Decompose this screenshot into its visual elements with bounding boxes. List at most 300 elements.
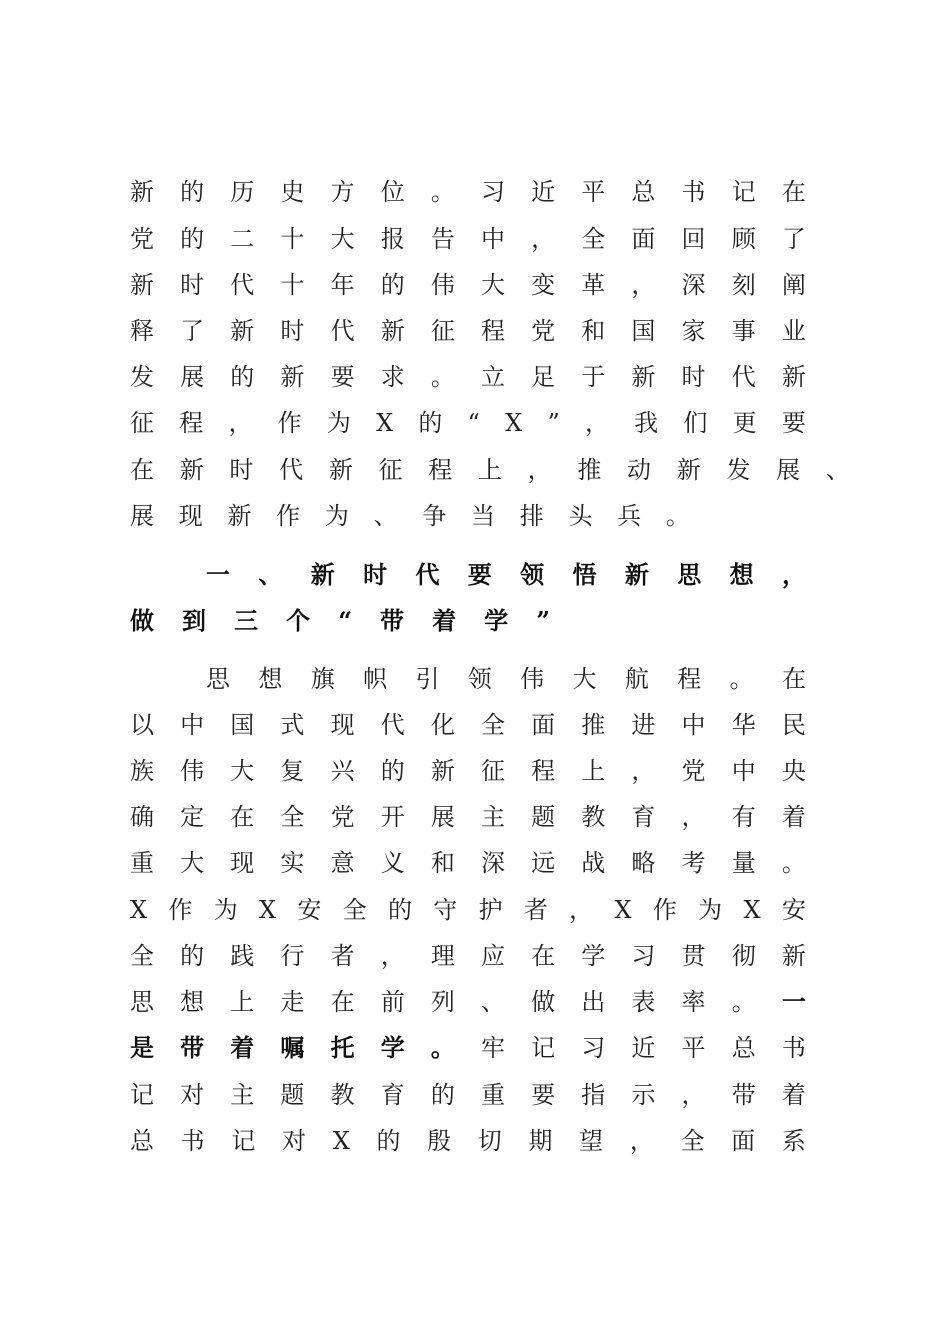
char: 一: [206, 560, 230, 589]
char: 我: [634, 409, 659, 437]
intro-line-8: [130, 493, 690, 539]
char: 学: [380, 1033, 405, 1062]
char: 二: [230, 225, 255, 253]
char: 记: [531, 1034, 556, 1062]
body-line-7: [130, 933, 806, 979]
char: 华: [731, 711, 756, 739]
char: 平: [681, 1034, 706, 1062]
char: 航: [624, 665, 649, 693]
char: 排: [519, 502, 544, 530]
char: 国: [631, 317, 656, 345]
char: 践: [230, 942, 255, 970]
char: 领: [467, 665, 492, 693]
char: 推: [581, 711, 606, 739]
char: 展: [130, 502, 154, 530]
char: 。: [781, 849, 806, 877]
char: 中: [480, 225, 505, 253]
char: 。: [430, 1033, 455, 1062]
char: 位: [380, 178, 405, 206]
char: 新: [280, 363, 305, 391]
char: 想: [258, 665, 283, 693]
char: 着: [432, 606, 457, 635]
char: 兴: [330, 757, 355, 785]
char: 三: [234, 606, 259, 635]
body-line-3: [130, 748, 806, 794]
char: 护: [478, 896, 503, 924]
char: 着: [781, 803, 806, 831]
char: 在: [330, 988, 355, 1016]
char: 发: [726, 456, 751, 484]
char: 新: [380, 317, 405, 345]
char: 代: [330, 317, 355, 345]
char: 族: [130, 757, 154, 785]
char: 前: [380, 988, 405, 1016]
char: 了: [781, 225, 806, 253]
char: 全: [680, 1127, 705, 1155]
char: 育: [631, 803, 656, 831]
char: 党: [130, 225, 154, 253]
char: 现: [230, 849, 255, 877]
section-heading-line-2: [130, 598, 550, 644]
char: 以: [130, 711, 154, 739]
char: 国: [230, 711, 255, 739]
char: 在: [781, 178, 806, 206]
char: 旗: [310, 665, 335, 693]
char: 安: [297, 896, 322, 924]
char: 记: [231, 1127, 256, 1155]
char: ，: [527, 456, 552, 484]
char: “: [467, 409, 480, 437]
char: 大: [572, 665, 597, 693]
body-line-9: [130, 1025, 806, 1071]
char: 平: [581, 178, 606, 206]
char: 带: [380, 606, 405, 635]
char: 开: [380, 803, 405, 831]
char: 应: [480, 942, 505, 970]
char: ，: [380, 942, 405, 970]
char: 中: [681, 711, 706, 739]
char: 程: [480, 317, 505, 345]
char: 书: [681, 178, 706, 206]
char: 率: [681, 988, 706, 1016]
char: ，: [681, 1081, 706, 1109]
char: 悟: [572, 560, 597, 589]
intro-line-6: [130, 400, 806, 446]
char: 央: [781, 757, 806, 785]
char: 复: [280, 757, 305, 785]
char: 大: [480, 271, 505, 299]
intro-line-2: [130, 216, 806, 262]
char: 时: [229, 456, 254, 484]
char: X: [332, 1127, 350, 1155]
char: 时: [681, 363, 706, 391]
char: 殷: [427, 1127, 452, 1155]
char: 表: [631, 988, 656, 1016]
char: 上: [477, 456, 502, 484]
char: 实: [280, 849, 305, 877]
char: 安: [781, 896, 806, 924]
char: 大: [180, 849, 205, 877]
char: 带: [731, 1081, 756, 1109]
char: ，: [228, 409, 253, 437]
char: 在: [130, 456, 154, 484]
char: 新: [631, 363, 656, 391]
char: 书: [180, 1127, 205, 1155]
char: 新: [230, 317, 255, 345]
char: ，: [629, 1127, 654, 1155]
char: 在: [781, 665, 806, 693]
char: 推: [577, 456, 602, 484]
char: 党: [531, 317, 556, 345]
char: 党: [330, 803, 355, 831]
char: 做: [130, 606, 154, 635]
char: 学: [581, 942, 606, 970]
char: 回: [681, 225, 706, 253]
char: 征: [378, 456, 403, 484]
char: 刻: [731, 271, 756, 299]
char: 对: [180, 1081, 205, 1109]
char: 的: [430, 1081, 455, 1109]
char: 史: [280, 178, 305, 206]
char: 上: [230, 988, 255, 1016]
char: 贯: [681, 942, 706, 970]
char: 想: [180, 988, 205, 1016]
char: 、: [825, 456, 850, 484]
char: 战: [581, 849, 606, 877]
char: 面: [631, 225, 656, 253]
char: ，: [681, 803, 706, 831]
char: 革: [581, 271, 606, 299]
body-line-4: [130, 794, 806, 840]
char: 历: [230, 178, 255, 206]
char: 到: [182, 606, 207, 635]
char: 年: [330, 271, 355, 299]
char: 报: [380, 225, 405, 253]
char: 变: [531, 271, 556, 299]
char: 出: [581, 988, 606, 1016]
char: 习: [480, 178, 505, 206]
char: 的: [180, 178, 205, 206]
char: 。: [729, 665, 754, 693]
char: ”: [536, 606, 550, 635]
char: X: [743, 896, 761, 924]
char: 新: [781, 942, 806, 970]
char: 党: [681, 757, 706, 785]
char: 者: [330, 942, 355, 970]
char: 立: [480, 363, 505, 391]
char: 阐: [781, 271, 806, 299]
char: 嘱: [280, 1033, 305, 1062]
char: 代: [279, 456, 304, 484]
char: 考: [681, 849, 706, 877]
char: 重: [130, 849, 154, 877]
char: 想: [729, 560, 754, 589]
char: 期: [528, 1127, 553, 1155]
char: 面: [531, 711, 556, 739]
char: 定: [180, 803, 205, 831]
char: 帜: [363, 665, 388, 693]
char: 全: [280, 803, 305, 831]
char: 新: [430, 757, 455, 785]
char: 有: [731, 803, 756, 831]
body-line-5: [130, 840, 806, 886]
char: 望: [579, 1127, 604, 1155]
char: 当: [471, 502, 496, 530]
char: 。: [665, 502, 690, 530]
char: ，: [531, 225, 556, 253]
char: 的: [387, 896, 412, 924]
char: 总: [130, 1127, 154, 1155]
char: 做: [531, 988, 556, 1016]
char: 业: [781, 317, 806, 345]
char: X: [614, 896, 632, 924]
char: 进: [631, 711, 656, 739]
char: 程: [677, 665, 702, 693]
char: 全: [342, 896, 367, 924]
char: 牢: [480, 1034, 505, 1062]
char: 的: [180, 942, 205, 970]
section-heading-line-1: [206, 552, 806, 598]
char: X: [505, 409, 523, 437]
char: 彻: [731, 942, 756, 970]
char: 顾: [731, 225, 756, 253]
char: 程: [179, 409, 204, 437]
char: 代: [380, 711, 405, 739]
char: 育: [380, 1081, 405, 1109]
char: 作: [276, 502, 301, 530]
char: 发: [130, 363, 154, 391]
char: 十: [280, 225, 305, 253]
char: 新: [624, 560, 649, 589]
char: 的: [380, 271, 405, 299]
char: 总: [631, 178, 656, 206]
char: 的: [376, 1127, 401, 1155]
char: 守: [433, 896, 458, 924]
char: 个: [286, 606, 311, 635]
char: 兵: [617, 502, 642, 530]
char: 作: [277, 409, 302, 437]
char: 上: [581, 757, 606, 785]
char: 主: [480, 803, 505, 831]
intro-line-7: [130, 447, 850, 493]
char: 全: [480, 711, 505, 739]
char: 新: [310, 560, 335, 589]
char: 。: [430, 178, 455, 206]
char: 伟: [430, 271, 455, 299]
char: 对: [282, 1127, 307, 1155]
char: 作: [168, 896, 193, 924]
char: 新: [130, 178, 154, 206]
body-line-1: [206, 656, 806, 702]
char: 时: [363, 560, 388, 589]
body-line-6: [130, 887, 806, 933]
char: X: [130, 896, 148, 924]
intro-line-3: [130, 262, 806, 308]
char: 新: [328, 456, 353, 484]
char: 于: [581, 363, 606, 391]
char: 走: [280, 988, 305, 1016]
char: 引: [415, 665, 440, 693]
char: 题: [280, 1081, 305, 1109]
char: 为: [213, 896, 238, 924]
char: 思: [677, 560, 702, 589]
char: 在: [230, 803, 255, 831]
char: 近: [531, 178, 556, 206]
char: 动: [627, 456, 652, 484]
char: 代: [230, 271, 255, 299]
char: 代: [731, 363, 756, 391]
char: 新: [179, 456, 204, 484]
char: 重: [480, 1081, 505, 1109]
char: 。: [430, 363, 455, 391]
char: 为: [324, 502, 349, 530]
char: 着: [230, 1033, 255, 1062]
char: 大: [230, 757, 255, 785]
char: 行: [280, 942, 305, 970]
char: 方: [330, 178, 355, 206]
char: 义: [380, 849, 405, 877]
char: 确: [130, 803, 154, 831]
char: 略: [631, 849, 656, 877]
char: ，: [569, 896, 594, 924]
char: 的: [418, 409, 443, 437]
char: 和: [430, 849, 455, 877]
char: 近: [631, 1034, 656, 1062]
char: 更: [732, 409, 757, 437]
char: 、: [258, 560, 283, 589]
char: 和: [581, 317, 606, 345]
char: 思: [206, 665, 230, 693]
char: 征: [430, 317, 455, 345]
char: 为: [698, 896, 723, 924]
char: 是: [130, 1033, 154, 1062]
char: 示: [631, 1081, 656, 1109]
char: 事: [731, 317, 756, 345]
char: 。: [731, 988, 756, 1016]
char: 记: [731, 178, 756, 206]
char: 伟: [520, 665, 545, 693]
char: 、: [373, 502, 398, 530]
char: 展: [776, 456, 801, 484]
body-line-8: [130, 979, 806, 1025]
char: 大: [330, 225, 355, 253]
char: 程: [428, 456, 453, 484]
char: ，: [631, 271, 656, 299]
char: 习: [581, 1034, 606, 1062]
char: 思: [130, 988, 154, 1016]
char: 深: [681, 271, 706, 299]
char: X: [376, 409, 394, 437]
intro-line-5: [130, 354, 806, 400]
char: 十: [280, 271, 305, 299]
char: 新: [227, 502, 252, 530]
char: 足: [531, 363, 556, 391]
char: 时: [180, 271, 205, 299]
char: 的: [380, 757, 405, 785]
char: 列: [430, 988, 455, 1016]
char: 程: [531, 757, 556, 785]
char: ”: [547, 409, 560, 437]
char: 切: [477, 1127, 502, 1155]
char: “: [338, 606, 352, 635]
char: 为: [326, 409, 351, 437]
char: 现: [178, 502, 203, 530]
char: 托: [330, 1033, 355, 1062]
intro-line-4: [130, 308, 806, 354]
char: 书: [781, 1034, 806, 1062]
char: 要: [330, 363, 355, 391]
char: 领: [520, 560, 545, 589]
char: 新: [676, 456, 701, 484]
char: 化: [430, 711, 455, 739]
char: 系: [781, 1127, 806, 1155]
char: X: [258, 896, 277, 924]
char: 要: [467, 560, 492, 589]
char: 远: [531, 849, 556, 877]
char: 的: [230, 363, 255, 391]
char: ，: [781, 560, 806, 589]
char: 征: [130, 409, 154, 437]
char: 要: [531, 1081, 556, 1109]
char: 们: [683, 409, 708, 437]
body-line-11: [130, 1118, 806, 1164]
char: 教: [581, 803, 606, 831]
char: 求: [380, 363, 405, 391]
char: 主: [230, 1081, 255, 1109]
char: 家: [681, 317, 706, 345]
char: 量: [731, 849, 756, 877]
char: 、: [480, 988, 505, 1016]
char: 总: [731, 1034, 756, 1062]
char: 中: [731, 757, 756, 785]
char: 民: [781, 711, 806, 739]
char: 中: [180, 711, 205, 739]
body-line-2: [130, 702, 806, 748]
char: 指: [581, 1081, 606, 1109]
char: 时: [280, 317, 305, 345]
char: 记: [130, 1081, 154, 1109]
body-line-10: [130, 1072, 806, 1118]
char: 头: [568, 502, 593, 530]
char: 征: [480, 757, 505, 785]
char: 带: [180, 1033, 205, 1062]
char: 题: [531, 803, 556, 831]
char: 深: [480, 849, 505, 877]
char: 式: [280, 711, 305, 739]
char: 面: [731, 1127, 756, 1155]
char: 争: [422, 502, 447, 530]
char: 一: [781, 987, 806, 1016]
char: 全: [130, 942, 154, 970]
char: 新: [781, 363, 806, 391]
char: 释: [130, 317, 154, 345]
char: 代: [415, 560, 440, 589]
char: 伟: [180, 757, 205, 785]
intro-line-1: [130, 169, 806, 215]
char: ，: [631, 757, 656, 785]
char: 的: [180, 225, 205, 253]
char: 教: [330, 1081, 355, 1109]
char: 作: [652, 896, 677, 924]
char: 展: [430, 803, 455, 831]
char: 展: [180, 363, 205, 391]
char: 告: [430, 225, 455, 253]
char: 学: [484, 606, 509, 635]
char: 了: [180, 317, 205, 345]
char: 习: [631, 942, 656, 970]
char: 新: [130, 271, 154, 299]
char: 全: [581, 225, 606, 253]
